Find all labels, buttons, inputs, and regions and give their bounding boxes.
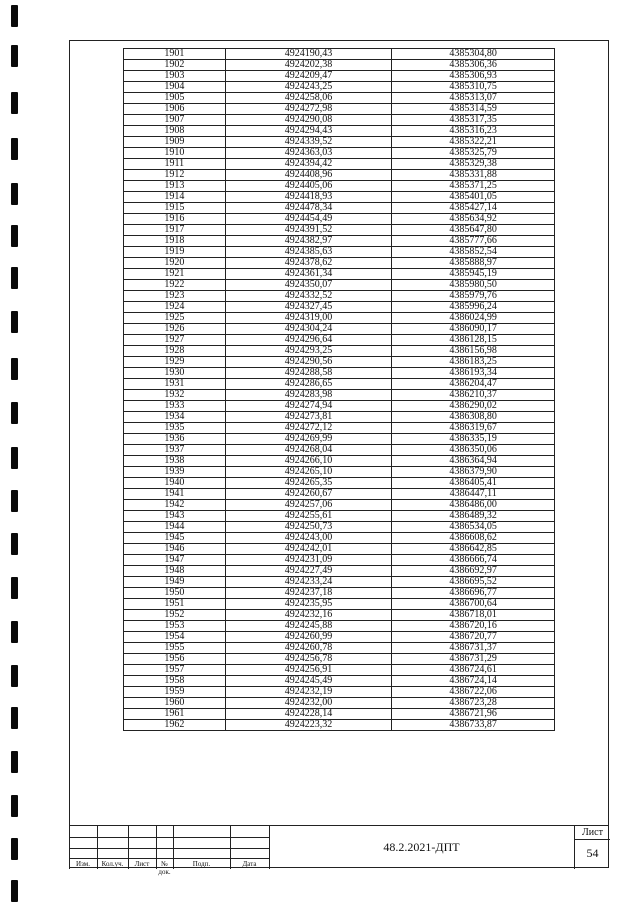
binder-hole: [11, 707, 18, 729]
y-coordinate-cell: 4385996,24: [392, 302, 555, 313]
point-number-cell: 1907: [124, 115, 226, 126]
y-coordinate-cell: 4386335,19: [392, 434, 555, 445]
x-coordinate-cell: 4924288,58: [225, 368, 392, 379]
binder-hole: [11, 795, 18, 817]
y-coordinate-cell: 4386692,97: [392, 566, 555, 577]
x-coordinate-cell: 4924272,98: [225, 104, 392, 115]
point-number-cell: 1906: [124, 104, 226, 115]
table-row: [124, 181, 555, 192]
table-row: [124, 49, 555, 60]
y-coordinate-cell: 4386489,32: [392, 511, 555, 522]
x-coordinate-cell: 4924227,49: [225, 566, 392, 577]
y-coordinate-cell: 4385306,93: [392, 71, 555, 82]
x-coordinate-cell: 4924237,18: [225, 588, 392, 599]
revision-column-label: Подп.: [192, 860, 211, 868]
table-row: [124, 555, 555, 566]
y-coordinate-cell: 4386534,05: [392, 522, 555, 533]
x-coordinate-cell: 4924258,06: [225, 93, 392, 104]
point-number-cell: 1901: [124, 49, 226, 60]
y-coordinate-cell: 4385317,35: [392, 115, 555, 126]
x-coordinate-cell: 4924232,00: [225, 698, 392, 709]
point-number-cell: 1912: [124, 170, 226, 181]
y-coordinate-cell: 4385304,80: [392, 49, 555, 60]
x-coordinate-cell: 4924418,93: [225, 192, 392, 203]
x-coordinate-cell: 4924327,45: [225, 302, 392, 313]
y-coordinate-cell: 4385314,59: [392, 104, 555, 115]
table-row: [124, 621, 555, 632]
point-number-cell: 1933: [124, 401, 226, 412]
x-coordinate-cell: 4924269,99: [225, 434, 392, 445]
point-number-cell: 1958: [124, 676, 226, 687]
y-coordinate-cell: 4385306,36: [392, 60, 555, 71]
table-row: [124, 456, 555, 467]
grid-line: [69, 837, 269, 838]
y-coordinate-cell: 4385647,80: [392, 225, 555, 236]
point-number-cell: 1913: [124, 181, 226, 192]
x-coordinate-cell: 4924232,16: [225, 610, 392, 621]
table-row: [124, 280, 555, 291]
table-row: [124, 599, 555, 610]
table-row: [124, 203, 555, 214]
table-row: [124, 467, 555, 478]
x-coordinate-cell: 4924274,94: [225, 401, 392, 412]
x-coordinate-cell: 4924265,35: [225, 478, 392, 489]
table-row: [124, 478, 555, 489]
x-coordinate-cell: 4924242,01: [225, 544, 392, 555]
revision-column-label: Дата: [242, 860, 257, 868]
table-row: [124, 401, 555, 412]
y-coordinate-cell: 4386204,47: [392, 379, 555, 390]
binder-hole: [11, 45, 18, 67]
y-coordinate-cell: 4385310,75: [392, 82, 555, 93]
x-coordinate-cell: 4924394,42: [225, 159, 392, 170]
point-number-cell: 1934: [124, 412, 226, 423]
y-coordinate-cell: 4386666,74: [392, 555, 555, 566]
point-number-cell: 1957: [124, 665, 226, 676]
y-coordinate-cell: 4385777,66: [392, 236, 555, 247]
x-coordinate-cell: 4924382,97: [225, 236, 392, 247]
point-number-cell: 1914: [124, 192, 226, 203]
point-number-cell: 1932: [124, 390, 226, 401]
document-code: 48.2.2021-ДПТ: [383, 840, 460, 854]
y-coordinate-cell: 4385945,19: [392, 269, 555, 280]
x-coordinate-cell: 4924478,34: [225, 203, 392, 214]
point-number-cell: 1931: [124, 379, 226, 390]
point-number-cell: 1922: [124, 280, 226, 291]
point-number-cell: 1961: [124, 709, 226, 720]
x-coordinate-cell: 4924257,06: [225, 500, 392, 511]
point-number-cell: 1909: [124, 137, 226, 148]
point-number-cell: 1910: [124, 148, 226, 159]
table-row: [124, 225, 555, 236]
table-row: [124, 687, 555, 698]
point-number-cell: 1936: [124, 434, 226, 445]
y-coordinate-cell: 4386290,02: [392, 401, 555, 412]
table-row: [124, 500, 555, 511]
table-row: [124, 610, 555, 621]
point-number-cell: 1929: [124, 357, 226, 368]
table-row: [124, 511, 555, 522]
x-coordinate-cell: 4924245,88: [225, 621, 392, 632]
revision-grid: [69, 826, 269, 876]
binder-hole: [11, 183, 18, 205]
table-row: [124, 269, 555, 280]
table-row: [124, 104, 555, 115]
binder-hole: [11, 138, 18, 160]
point-number-cell: 1918: [124, 236, 226, 247]
binder-hole: [11, 225, 18, 247]
point-number-cell: 1946: [124, 544, 226, 555]
point-number-cell: 1956: [124, 654, 226, 665]
table-row: [124, 489, 555, 500]
table-row: [124, 60, 555, 71]
table-row: [124, 236, 555, 247]
y-coordinate-cell: 4386024,99: [392, 313, 555, 324]
x-coordinate-cell: 4924250,73: [225, 522, 392, 533]
table-row: [124, 445, 555, 456]
y-coordinate-cell: 4386308,80: [392, 412, 555, 423]
table-row: [124, 654, 555, 665]
point-number-cell: 1952: [124, 610, 226, 621]
point-number-cell: 1926: [124, 324, 226, 335]
binder-hole: [11, 447, 18, 469]
x-coordinate-cell: 4924266,10: [225, 456, 392, 467]
y-coordinate-cell: 4386731,37: [392, 643, 555, 654]
x-coordinate-cell: 4924245,49: [225, 676, 392, 687]
point-number-cell: 1921: [124, 269, 226, 280]
x-coordinate-cell: 4924350,07: [225, 280, 392, 291]
y-coordinate-cell: 4386733,87: [392, 720, 555, 731]
table-row: [124, 412, 555, 423]
point-number-cell: 1925: [124, 313, 226, 324]
y-coordinate-cell: 4386319,67: [392, 423, 555, 434]
point-number-cell: 1927: [124, 335, 226, 346]
binder-hole: [11, 5, 18, 27]
point-number-cell: 1902: [124, 60, 226, 71]
point-number-cell: 1935: [124, 423, 226, 434]
y-coordinate-cell: 4386721,96: [392, 709, 555, 720]
binder-hole: [11, 311, 18, 333]
point-number-cell: 1962: [124, 720, 226, 731]
point-number-cell: 1945: [124, 533, 226, 544]
y-coordinate-cell: 4385401,05: [392, 192, 555, 203]
point-number-cell: 1947: [124, 555, 226, 566]
title-block: [69, 825, 609, 876]
x-coordinate-cell: 4924405,06: [225, 181, 392, 192]
x-coordinate-cell: 4924260,67: [225, 489, 392, 500]
y-coordinate-cell: 4386405,41: [392, 478, 555, 489]
y-coordinate-cell: 4386731,29: [392, 654, 555, 665]
x-coordinate-cell: 4924235,95: [225, 599, 392, 610]
table-row: [124, 82, 555, 93]
x-coordinate-cell: 4924378,62: [225, 258, 392, 269]
binder-hole: [11, 533, 18, 555]
table-row: [124, 335, 555, 346]
x-coordinate-cell: 4924363,03: [225, 148, 392, 159]
y-coordinate-cell: 4385427,14: [392, 203, 555, 214]
x-coordinate-cell: 4924294,43: [225, 126, 392, 137]
y-coordinate-cell: 4386128,15: [392, 335, 555, 346]
point-number-cell: 1941: [124, 489, 226, 500]
y-coordinate-cell: 4386486,00: [392, 500, 555, 511]
y-coordinate-cell: 4386379,90: [392, 467, 555, 478]
y-coordinate-cell: 4386447,11: [392, 489, 555, 500]
y-coordinate-cell: 4386156,98: [392, 346, 555, 357]
x-coordinate-cell: 4924202,38: [225, 60, 392, 71]
point-number-cell: 1938: [124, 456, 226, 467]
binder-hole: [11, 665, 18, 687]
point-number-cell: 1908: [124, 126, 226, 137]
binder-hole: [11, 751, 18, 773]
table-row: [124, 291, 555, 302]
y-coordinate-cell: 4386696,77: [392, 588, 555, 599]
y-coordinate-cell: 4386090,17: [392, 324, 555, 335]
table-row: [124, 588, 555, 599]
table-row: [124, 632, 555, 643]
table-row: [124, 357, 555, 368]
x-coordinate-cell: 4924231,09: [225, 555, 392, 566]
y-coordinate-cell: 4385313,07: [392, 93, 555, 104]
point-number-cell: 1905: [124, 93, 226, 104]
x-coordinate-cell: 4924243,25: [225, 82, 392, 93]
point-number-cell: 1953: [124, 621, 226, 632]
point-number-cell: 1944: [124, 522, 226, 533]
revision-column-label: № док.: [158, 860, 171, 876]
x-coordinate-cell: 4924223,32: [225, 720, 392, 731]
y-coordinate-cell: 4385316,23: [392, 126, 555, 137]
revision-column-label: Лист: [134, 860, 150, 868]
table-row: [124, 71, 555, 82]
revision-column-label: Изм.: [76, 860, 90, 868]
x-coordinate-cell: 4924273,81: [225, 412, 392, 423]
table-row: [124, 676, 555, 687]
sheet-box: [574, 826, 609, 869]
table-row: [124, 720, 555, 731]
table-row: [124, 148, 555, 159]
x-coordinate-cell: 4924256,91: [225, 665, 392, 676]
y-coordinate-cell: 4385979,76: [392, 291, 555, 302]
point-number-cell: 1948: [124, 566, 226, 577]
x-coordinate-cell: 4924268,04: [225, 445, 392, 456]
x-coordinate-cell: 4924256,78: [225, 654, 392, 665]
y-coordinate-cell: 4386724,61: [392, 665, 555, 676]
x-coordinate-cell: 4924283,98: [225, 390, 392, 401]
point-number-cell: 1937: [124, 445, 226, 456]
point-number-cell: 1917: [124, 225, 226, 236]
table-row: [124, 577, 555, 588]
table-row: [124, 544, 555, 555]
x-coordinate-cell: 4924290,56: [225, 357, 392, 368]
x-coordinate-cell: 4924190,43: [225, 49, 392, 60]
x-coordinate-cell: 4924290,08: [225, 115, 392, 126]
y-coordinate-cell: 4386642,85: [392, 544, 555, 555]
y-coordinate-cell: 4386700,64: [392, 599, 555, 610]
y-coordinate-cell: 4386718,01: [392, 610, 555, 621]
point-number-cell: 1923: [124, 291, 226, 302]
y-coordinate-cell: 4385888,97: [392, 258, 555, 269]
table-row: [124, 566, 555, 577]
y-coordinate-cell: 4385371,25: [392, 181, 555, 192]
x-coordinate-cell: 4924319,00: [225, 313, 392, 324]
table-row: [124, 346, 555, 357]
point-number-cell: 1919: [124, 247, 226, 258]
point-number-cell: 1951: [124, 599, 226, 610]
binder-hole: [11, 838, 18, 860]
point-number-cell: 1950: [124, 588, 226, 599]
point-number-cell: 1954: [124, 632, 226, 643]
x-coordinate-cell: 4924361,34: [225, 269, 392, 280]
grid-line: [69, 848, 269, 849]
binder-hole: [11, 577, 18, 599]
y-coordinate-cell: 4386193,34: [392, 368, 555, 379]
table-row: [124, 258, 555, 269]
x-coordinate-cell: 4924286,65: [225, 379, 392, 390]
table-row: [124, 665, 555, 676]
x-coordinate-cell: 4924228,14: [225, 709, 392, 720]
point-number-cell: 1955: [124, 643, 226, 654]
x-coordinate-cell: 4924232,19: [225, 687, 392, 698]
point-number-cell: 1911: [124, 159, 226, 170]
table-row: [124, 126, 555, 137]
y-coordinate-cell: 4385322,21: [392, 137, 555, 148]
x-coordinate-cell: 4924255,61: [225, 511, 392, 522]
point-number-cell: 1943: [124, 511, 226, 522]
binder-hole: [11, 402, 18, 424]
table-row: [124, 137, 555, 148]
x-coordinate-cell: 4924296,64: [225, 335, 392, 346]
table-row: [124, 390, 555, 401]
x-coordinate-cell: 4924233,24: [225, 577, 392, 588]
sheet-number: 54: [586, 846, 599, 860]
sheet-label: Лист: [582, 827, 603, 838]
table-row: [124, 522, 555, 533]
binder-hole: [11, 490, 18, 512]
grid-line: [69, 858, 269, 859]
revision-column-label: Кол.уч.: [101, 860, 124, 868]
table-row: [124, 93, 555, 104]
y-coordinate-cell: 4385634,92: [392, 214, 555, 225]
x-coordinate-cell: 4924260,99: [225, 632, 392, 643]
y-coordinate-cell: 4385980,50: [392, 280, 555, 291]
table-row: [124, 368, 555, 379]
point-number-cell: 1916: [124, 214, 226, 225]
table-row: [124, 192, 555, 203]
table-row: [124, 170, 555, 181]
table-row: [124, 434, 555, 445]
y-coordinate-cell: 4386723,28: [392, 698, 555, 709]
y-coordinate-cell: 4386720,16: [392, 621, 555, 632]
table-row: [124, 423, 555, 434]
y-coordinate-cell: 4385325,79: [392, 148, 555, 159]
point-number-cell: 1942: [124, 500, 226, 511]
y-coordinate-cell: 4386722,06: [392, 687, 555, 698]
x-coordinate-cell: 4924293,25: [225, 346, 392, 357]
y-coordinate-cell: 4386724,14: [392, 676, 555, 687]
binder-hole: [11, 358, 18, 380]
point-number-cell: 1920: [124, 258, 226, 269]
sheet-divider: [575, 839, 610, 840]
table-row: [124, 643, 555, 654]
y-coordinate-cell: 4386183,25: [392, 357, 555, 368]
x-coordinate-cell: 4924272,12: [225, 423, 392, 434]
point-number-cell: 1940: [124, 478, 226, 489]
binder-hole: [11, 92, 18, 114]
point-number-cell: 1915: [124, 203, 226, 214]
point-number-cell: 1930: [124, 368, 226, 379]
table-row: [124, 533, 555, 544]
table-row: [124, 709, 555, 720]
point-number-cell: 1949: [124, 577, 226, 588]
point-number-cell: 1928: [124, 346, 226, 357]
y-coordinate-cell: 4386695,52: [392, 577, 555, 588]
table-row: [124, 247, 555, 258]
y-coordinate-cell: 4386350,06: [392, 445, 555, 456]
y-coordinate-cell: 4386210,37: [392, 390, 555, 401]
y-coordinate-cell: 4385331,88: [392, 170, 555, 181]
x-coordinate-cell: 4924454,49: [225, 214, 392, 225]
point-number-cell: 1939: [124, 467, 226, 478]
x-coordinate-cell: 4924304,24: [225, 324, 392, 335]
point-number-cell: 1960: [124, 698, 226, 709]
binder-holes: [8, 0, 22, 905]
table-row: [124, 302, 555, 313]
binder-hole: [11, 621, 18, 643]
point-number-cell: 1904: [124, 82, 226, 93]
point-number-cell: 1903: [124, 71, 226, 82]
y-coordinate-cell: 4386364,94: [392, 456, 555, 467]
table-row: [124, 159, 555, 170]
x-coordinate-cell: 4924339,52: [225, 137, 392, 148]
table-row: [124, 379, 555, 390]
point-number-cell: 1924: [124, 302, 226, 313]
y-coordinate-cell: 4385852,54: [392, 247, 555, 258]
x-coordinate-cell: 4924408,96: [225, 170, 392, 181]
x-coordinate-cell: 4924243,00: [225, 533, 392, 544]
y-coordinate-cell: 4386720,77: [392, 632, 555, 643]
point-number-cell: 1959: [124, 687, 226, 698]
x-coordinate-cell: 4924260,78: [225, 643, 392, 654]
y-coordinate-cell: 4386608,62: [392, 533, 555, 544]
table-row: [124, 324, 555, 335]
x-coordinate-cell: 4924385,63: [225, 247, 392, 258]
table-row: [124, 115, 555, 126]
x-coordinate-cell: 4924332,52: [225, 291, 392, 302]
y-coordinate-cell: 4385329,38: [392, 159, 555, 170]
binder-hole: [11, 880, 18, 902]
table-row: [124, 313, 555, 324]
table-row: [124, 698, 555, 709]
x-coordinate-cell: 4924209,47: [225, 71, 392, 82]
binder-hole: [11, 267, 18, 289]
x-coordinate-cell: 4924265,10: [225, 467, 392, 478]
x-coordinate-cell: 4924391,52: [225, 225, 392, 236]
table-row: [124, 214, 555, 225]
coordinates-table: [123, 48, 555, 731]
